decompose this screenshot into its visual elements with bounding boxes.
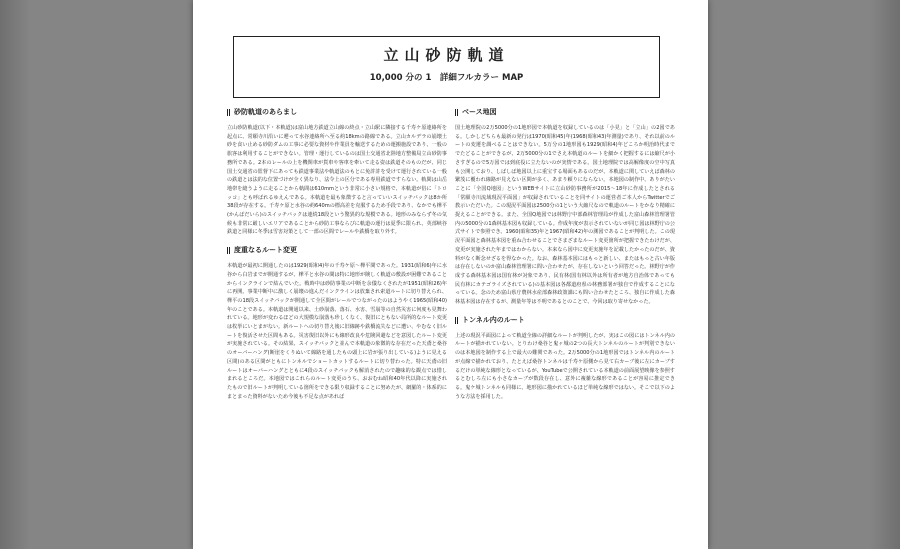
section-overview <box>227 108 447 237</box>
section-body: 上述の現況平面図によって軌道全線の詳細なルートが判明したが、実はこの図にはトンネル内のルートが描かれていない。とりわけ桑谷と鬼ヶ城の2つの長大トンネルのルートが判別できないのは本地図を制作する上で最大の難関であった。2万5000分の1地形図ではトンネル内のルートが点線で描かれており、たとえば桑谷トンネルは千寿ケ原側から見て右カーブ後に左にカーブするだけの単純な線形となっているが、YouTubeで公開されている本軌道の前面展望映像を参照するとむしろ左にも小さなカーブが数段存在し、意外に複雑な線形であることが容易に推定できる。鬼ケ城トンネルも同様に、地形図に描かれているほど単純な線形ではない。そこで以下のような方法を採用した。 <box>455 332 675 400</box>
section-heading-text: トンネル内のルート <box>462 315 525 324</box>
section-heading-text: 度重なるルート変更 <box>234 246 297 255</box>
section-base-map <box>455 108 675 307</box>
section-heading-text: ベース地図 <box>462 108 497 116</box>
section-route-change <box>227 246 447 401</box>
title-block <box>233 36 660 98</box>
section-tunnel <box>455 316 675 402</box>
section-body: 立山砂防軌道(以下・本軌道)は富山地方鉄道立山線の終点・立山駅に隣接する千寿ケ原連絡所を起点に、常願寺川沿いに遡って水谷連絡所へ至る約18kmの路線である。立山カルデラの崩壊土砂を食い止める砂防ダムの工事に必要な資材や作業員を輸送するための運搬施設であり、一般の旅客は利用することができない。管理・運行しているのは国土交通省北陸地方整備局立山砂防事務所である。2本のレールの上を機関車が貨車や客車を牽いて走る姿は鉄道そのものだが、同じ国土交通省の監督下にあっても鉄道事業法や軌道法のもとに免許許を受けて運行されている一般の鉄道とは法的な位置づけが全く異なり、法令上の区分である専用鉄道ですらない。軌間は山岳地帯を縫うように走ることから軌間は610mmという非常に小さい規格で、本軌道が俗に「トロッコ」とも呼ばれるゆえんである。本軌道を最も象徴すると言っていいスイッチバックは8か所38段が存在する。千寿ケ原と水谷の約640mの標高差を克服するため手段であり、なかでも樺平(かんばだいら)のスイッチバックは連続18段という驚異的な規模である。地形のみならず冬の気候も非常に厳しいエリアであることから砂防工事ならびに軌道の運行は夏季に限られ、英部峡谷鉄道と同様に冬季は雪害対策として一部の区間でレールや鉄橋を取り外す。 <box>227 125 447 236</box>
section-body: 本軌道が最初に開通したのは1929(昭和4)年の千寿ケ原～樺平間であった。1931(昭和6)年に水谷から白岩までが開通するが、樺平と水谷の間は特に地形が険しく軌道の敷設が困難であることからインクラインで結んでいた。戦時中は砂防事業の中断を余儀なくされたが1951(昭和26)年に再開。事業中断中に激しく崩壊の進んだインクラインは放棄され索道ルートに切り替えられ、樺平の18段スイッチバックが開通して全区間がレールでつながったのはようやく1965(昭和40)年のことである。本軌道は開通以来、土砂崩落、落石、水害、雪崩等の自然災害に何度も見舞われている。地形が変わるほどの大規模な崩落も珍しくなく、復旧にともない局所的なルート変更は枚挙にいとまがない。新ルートへの切り替え後に旧線跡や鉄橋流失などに遭い、やむなく旧ルートを復活させた区間もある。災害復旧以外にも線形改良や危険回避などを意図したルート変更が実施されている。その結果、スイッチバックと並んで本軌道の象徴的な存在だった天鳶と桑谷のオーバーハング(断崖をくりぬいて線路を通したもの頭上に岩が張り出している)ように見える区間)のある区間がともにトンネルでショートカットするルートに切り替わった。特に天鳶の旧ルートはオーバーハングとともに4段のスイッチバックも解消されたので趣味的な観点では惜しまれるところだ。本地図ではこれらのルート変更のうち、おおむね昭和40年代以降に実施されたもので旧ルートが判明している箇所をできる限り収録することに努めたが、網羅的・体系的にまとまった資料がないため今後も不足な点があれば <box>227 263 447 400</box>
document-page[interactable] <box>193 0 708 549</box>
right-column <box>455 108 675 549</box>
section-body: 国土地理院の2万5000分の1地形図で本軌道を収録しているのは「小見」と「立山」の2図である。しかしどちらも最新の発行は1970(昭和45)年(1968(昭和43)年測量)であり、それ以前のルートの変遷を調べることはできない。5万分の1地形図も1929(昭和4)年どころか明治時代まででたどることができるが、2万5000分の1でさえ本軌道のルートを細かく把握するには縮尺が小さすぎるので5万図では到底役に立たないのが実情である。国土地理院では高解像度の空中写真も公開しており、しばしば地図以上に重宝する場面もあるのだが、本軌道に関していえば森林の繁茂に覆われ線路が見えない区間が多く、あまり頼りにならない。本地図の制作中、ありがたいことに「全国Q地図」というWEBサイトに立山砂防事務所が2015～18年に作成したとされる「常願寺川流域現況平面図」が収録されていることを同サイトの運営者ご本人からTwitterでご教示いただいた。この現況平面図は2500分の1という大縮尺なので軌道のルートをかなり精確に捉えることができる。また、全国Q地図では林野庁中部森林管理局が作成した富山森林管理署管内の5000分の1森林基本図も収録している。作成年度が表示されていないが同じ図は林野庁の公式サイトで参照でき、1960(昭和35)年と1967(昭和42)年の測図であることが判明した。この現況平面図と森林基本図を重ね合わせることでさまざまなルート変更箇所が把握できたわけだが、変更が実施された年まではわからない。本来なら図中に変更実施年を記載したかったのだが、資料がなく断念せざるを得なかった。なお、森林基本図にはもっと新しい、またはもっと古い年版は存在しないのか富山森林管理署に問い合わせたが、存在しないという回答だった。林野庁が作成する森林基本図は国有林が対象であり、民有林(国有林以外は所有者が地方自治体であっても民有林にカテゴライズされている)の基本図は各都道府県の林務部署が独自で作成することになっている。念のため富山県庁農林水産部森林政策課にも問い合わせたところ、独自に作成した森林基本図は存在するが、測量年等は不明であるとのことで、今回は取り寄せなかった。 <box>455 125 675 306</box>
section-heading <box>455 316 675 325</box>
section-heading-text: 砂防軌道のあらまし <box>234 108 297 116</box>
left-column <box>227 108 447 549</box>
heading-marker-icon <box>455 317 458 324</box>
section-heading <box>227 108 447 117</box>
heading-marker-icon <box>227 247 230 254</box>
page-subtitle: 10,000 分の 1 詳細フルカラー MAP <box>369 73 524 83</box>
section-heading <box>455 108 675 117</box>
page-title: 立山砂防軌道 <box>383 46 510 64</box>
section-heading <box>227 246 447 255</box>
heading-marker-icon <box>455 109 458 116</box>
heading-marker-icon <box>227 109 230 116</box>
